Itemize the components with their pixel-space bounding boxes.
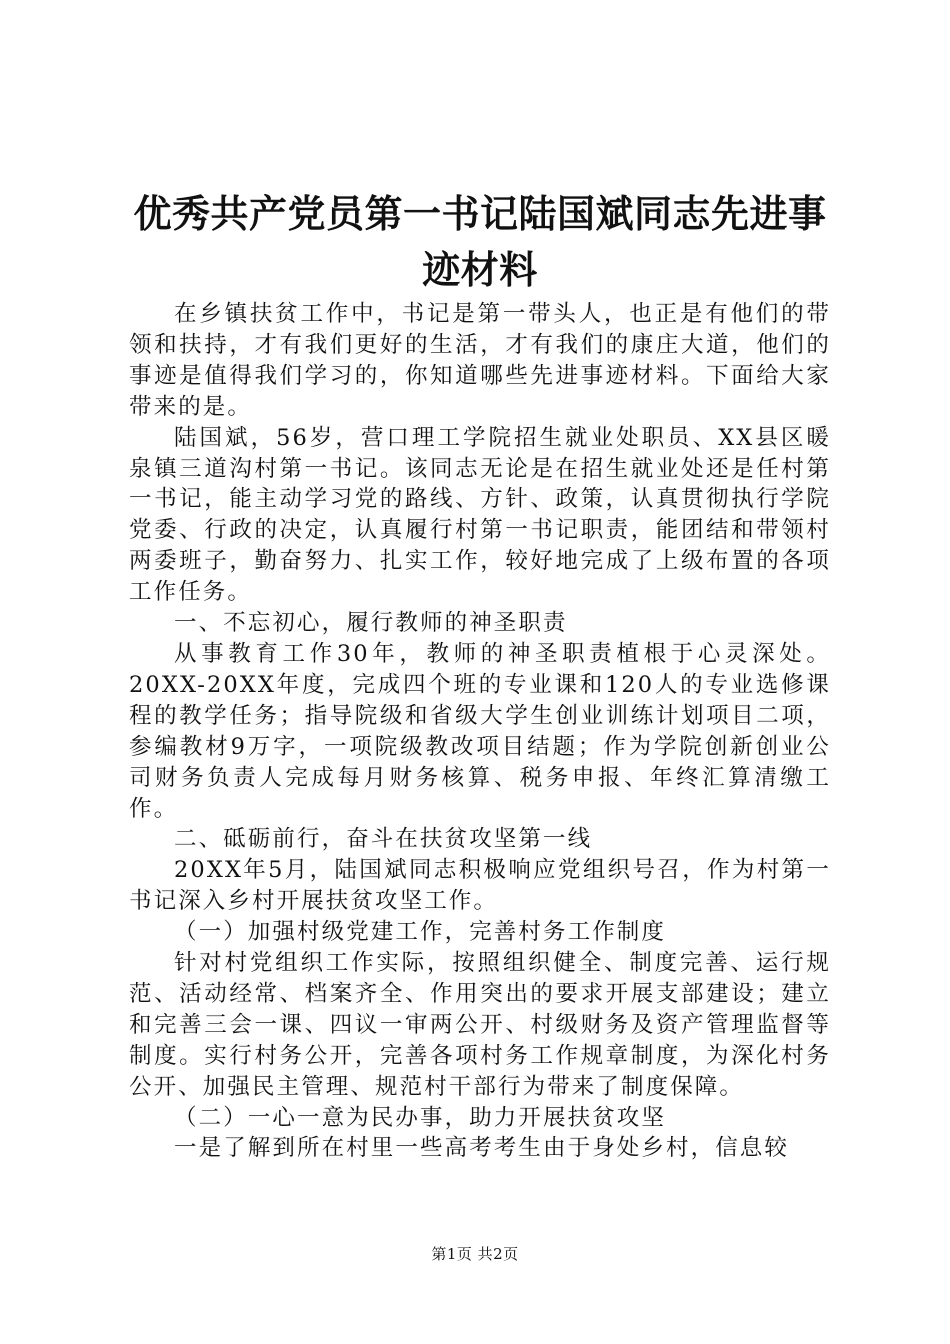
paragraph-intro: 在乡镇扶贫工作中，书记是第一带头人，也正是有他们的带领和扶持，才有我们更好的生活，才有我们的康庄大道，他们的事迹是值得我们学习的，你知道哪些先进事迹材料。下面给大家带来的是。 [129,301,831,420]
document-title: 优秀共产党员第一书记陆国斌同志先进事迹材料 [133,192,827,292]
paragraph-students: 一是了解到所在村里一些高考考生由于身处乡村，信息较 [174,1135,790,1162]
section-heading-2: 二、砥砺前行，奋斗在扶贫攻坚第一线 [174,826,593,853]
section-heading-1: 一、不忘初心，履行教师的神圣职责 [174,610,568,637]
paragraph-poverty-work: 20XX年5月，陆国斌同志积极响应党组织号召，作为村第一书记深入乡村开展扶贫攻坚工作。 [129,857,831,915]
page-footer: 第1页 共2页 [431,1245,519,1263]
paragraph-teaching: 从事教育工作30年，教师的神圣职责植根于心灵深处。20XX-20XX年度，完成四个班的专业课和120人的专业选修课程的教学任务；指导院级和省级大学生创业训练计划项目二项，参编教材9万字，一项院级教改项目结题；作为学院创新创业公司财务负责人完成每月财务核算、税务申报、年终汇算清缴工作。 [129,640,831,822]
paragraph-profile: 陆国斌，56岁，营口理工学院招生就业处职员、XX县区暖泉镇三道沟村第一书记。该同志无论是在招生就业处还是任村第一书记，能主动学习党的路线、方针、政策，认真贯彻执行学院党委、行政的决定，认真履行村第一书记职责，能团结和带领村两委班子，勤奋努力、扎实工作，较好地完成了上级布置的各项工作任务。 [129,424,831,606]
paragraph-party-building: 针对村党组织工作实际，按照组织健全、制度完善、运行规范、活动经常、档案齐全、作用突出的要求开展支部建设；建立和完善三会一课、四议一审两公开、村级财务及资产管理监督等制度。实行村务公开，完善各项村务工作规章制度，为深化村务公开、加强民主管理、规范村干部行为带来了制度保障。 [129,950,831,1100]
subsection-heading-1: （一）加强村级党建工作，完善村务工作制度 [174,919,667,946]
subsection-heading-2: （二）一心一意为民办事，助力开展扶贫攻坚 [174,1104,667,1131]
document-body [129,299,831,1164]
